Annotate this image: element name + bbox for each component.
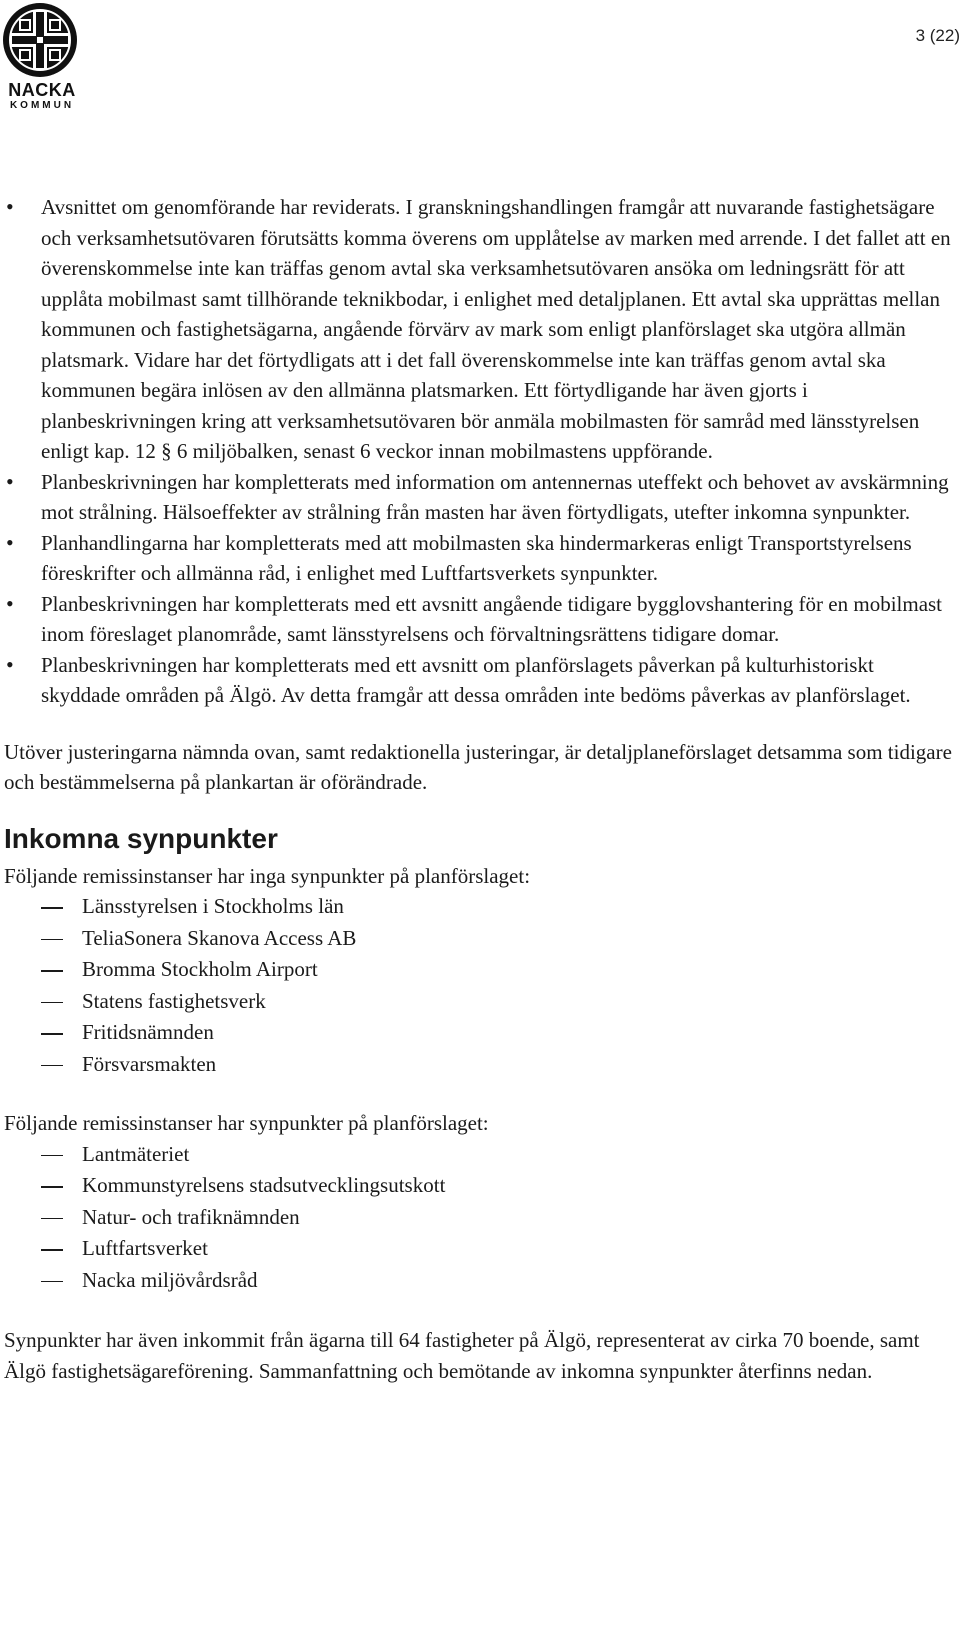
- list-item: Fritidsnämnden: [4, 1017, 956, 1049]
- summary-paragraph: Utöver justeringarna nämnda ovan, samt redaktionella justeringar, är detaljplaneförslaget detsamma som tidigare och bestämmelserna på plankartan är oförändrade.: [4, 739, 952, 794]
- nacka-logo: [2, 2, 78, 112]
- list-item: Länsstyrelsen i Stockholms län: [4, 891, 956, 923]
- list-item: Natur- och trafiknämnden: [4, 1202, 956, 1234]
- page-number: 3 (22): [915, 26, 960, 45]
- nacka-emblem-icon: [2, 2, 78, 78]
- list-item: • Planhandlingarna har kompletterats med att mobilmasten ska hindermarkeras enligt Transportstyrelsens föreskrifter och allmänna råd, i enlighet med Luftfartsverkets synpunkter.: [4, 528, 956, 589]
- logo-name: NACKA: [8, 80, 76, 100]
- no-comments-intro: Följande remissinstanser har inga synpunkter på planförslaget:: [4, 863, 531, 888]
- list-item: Nacka miljövårdsråd: [4, 1265, 956, 1297]
- list-item: • Planbeskrivningen har kompletterats med ett avsnitt om planförslagets påverkan på kulturhistoriskt skyddade områden på Älgö. Av detta framgår att dessa områden inte bedöms påverkas av planförslaget.: [4, 650, 956, 711]
- list-item: • Planbeskrivningen har kompletterats med ett avsnitt angående tidigare bygglovshantering för en mobilmast inom föreslaget planområde, samt länsstyrelsens och förvaltningsrättens tidigare domar.: [4, 589, 956, 650]
- list-item: Lantmäteriet: [4, 1139, 956, 1171]
- list-item: • Planbeskrivningen har kompletterats med information om antennernas uteffekt och behovet av avskärmning mot strålning. Hälsoeffekter av strålning från masten har även förtydligats, utefter inkomna synpunkter.: [4, 467, 956, 528]
- document-body: [4, 192, 956, 1386]
- comments-intro: Följande remissinstanser har synpunkter på planförslaget:: [4, 1111, 489, 1135]
- final-paragraph: Synpunkter har även inkommit från ägarna till 64 fastigheter på Älgö, representerat av cirka 70 boende, samt Älgö fastighetsägareförening. Sammanfattning och bemötande av inkomna synpunkter återfinns nedan.: [4, 1328, 920, 1383]
- logo-subtitle: KOMMUN: [9, 100, 75, 111]
- list-item: Statens fastighetsverk: [4, 986, 956, 1018]
- revision-bullet-list: [4, 192, 956, 711]
- list-item: Försvarsmakten: [4, 1049, 956, 1081]
- list-item: Kommunstyrelsens stadsutvecklingsutskott: [4, 1170, 956, 1202]
- section-heading: Inkomna synpunkter: [4, 822, 278, 854]
- no-comments-list: [4, 891, 956, 1080]
- comments-list: [4, 1139, 956, 1297]
- list-item: Luftfartsverket: [4, 1233, 956, 1265]
- list-item: TeliaSonera Skanova Access AB: [4, 923, 956, 955]
- list-item: • Avsnittet om genomförande har reviderats. I granskningshandlingen framgår att nuvarande fastighetsägare och verksamhetsutövaren förutsätts komma överens om upplåtelse av marken med arrende. I det fallet att en överenskommelse inte kan träffas genom avtal ska verksamhetsutövaren ansöka om ledningsrätt för att upplåta mobilmast samt tillhörande teknikbodar, i enlighet med detaljplanen. Ett avtal ska upprättas mellan kommunen och fastighetsägarna, angående förvärv av mark som enligt planförslaget ska utgöra allmän platsmark. Vidare har det förtydligats att i det fall överenskommelse inte kan träffas genom avtal ska kommunen begära inlösen av den allmänna platsmarken. Ett förtydligande har även gjorts i planbeskrivningen kring att verksamhetsutövaren bör anmäla mobilmasten för samråd med länsstyrelsen enligt kap. 12 § 6 miljöbalken, senast 6 veckor innan mobilmastens uppförande.: [4, 192, 956, 467]
- list-item: Bromma Stockholm Airport: [4, 954, 956, 986]
